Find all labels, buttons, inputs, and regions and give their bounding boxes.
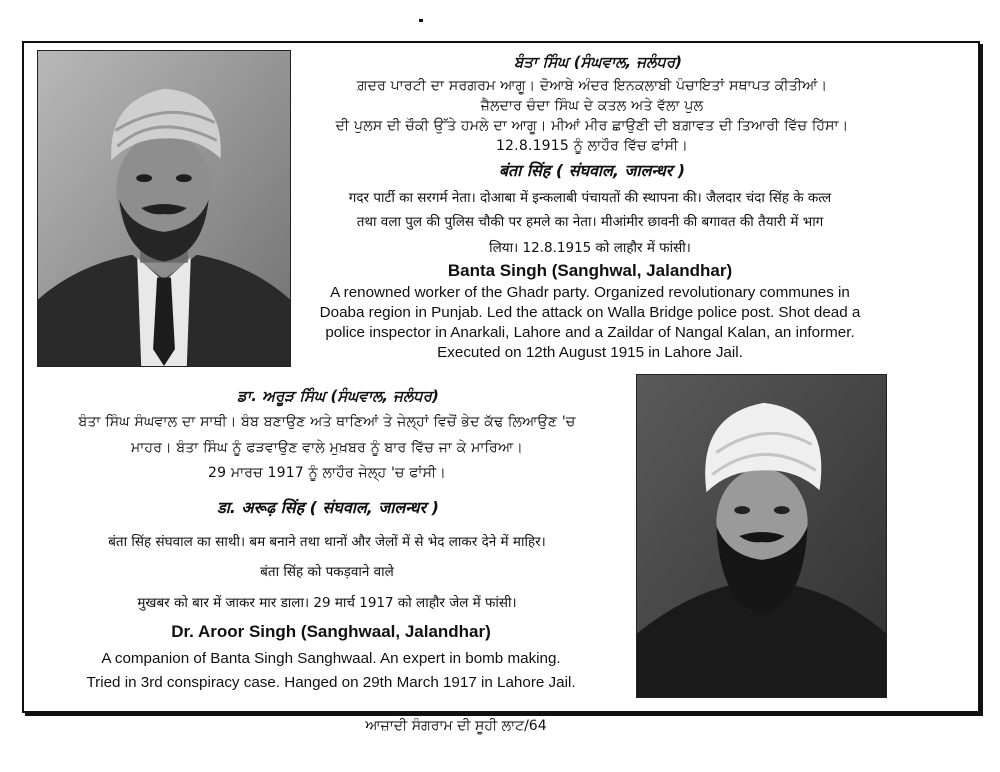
banta-punjabi-line-2: ਜ਼ੈਲਦਾਰ ਚੰਦਾ ਸਿੰਘ ਦੇ ਕਤਲ ਅਤੇ ਵੱਲਾ ਪੁਲ — [480, 98, 704, 114]
page-footer — [365, 718, 546, 734]
page-number: /64 — [524, 718, 547, 734]
banta-english-line-1: A renowned worker of the Ghadr party. Organized revolutionary communes in — [330, 284, 850, 301]
page-mark — [419, 19, 423, 22]
banta-hindi-line-1: गदर पार्टी का सरगर्म नेता। दोआबा में इन्कलाबी पंचायतों की स्थापना की। जैलदार चंदा सिंह के कत्ल — [348, 190, 832, 206]
aroor-hindi-line-2: बंता सिंह को पकड़वाने वाले — [260, 564, 394, 580]
aroor-english-line-2: Tried in 3rd conspiracy case. Hanged on 29th March 1917 in Lahore Jail. — [86, 674, 576, 691]
banta-singh-photo — [37, 50, 291, 367]
banta-punjabi-line-4: 12.8.1915 ਨੂੰ ਲਾਹੌਰ ਵਿੱਚ ਫਾਂਸੀ। — [495, 138, 689, 154]
banta-english-line-3: police inspector in Anarkali, Lahore and a Zaildar of Nangal Kalan, an informer. — [325, 324, 855, 341]
aroor-punjabi-line-3: 29 ਮਾਰਚ 1917 ਨੂੰ ਲਾਹੌਰ ਜੇਲ੍ਹ 'ਚ ਫਾਂਸੀ। — [208, 465, 446, 481]
aroor-punjabi-line-2: ਮਾਹਰ। ਬੰਤਾ ਸਿੰਘ ਨੂੰ ਫੜਵਾਉਣ ਵਾਲੇ ਮੁਖ਼ਬਰ ਨੂੰ ਬਾਰ ਵਿੱਚ ਜਾ ਕੇ ਮਾਰਿਆ। — [130, 440, 524, 456]
banta-hindi-title: बंता सिंह ( संघवाल, जालन्धर ) — [498, 161, 686, 180]
aroor-singh-photo — [636, 374, 887, 698]
banta-english-line-4: Executed on 12th August 1915 in Lahore Jail. — [437, 344, 743, 361]
aroor-hindi-line-3: मुखबर को बार में जाकर मार डाला। 29 मार्च 1917 को लाहौर जेल में फांसी। — [137, 595, 517, 611]
aroor-punjabi-line-1: ਬੰਤਾ ਸਿੰਘ ਸੰਘਵਾਲ ਦਾ ਸਾਥੀ। ਬੰਬ ਬਣਾਉਣ ਅਤੇ ਥਾਣਿਆਂ ਤੇ ਜੇਲ੍ਹਾਂ ਵਿਚੋਂ ਭੇਦ ਕੱਢ ਲਿਆਉਣ 'ਚ — [78, 414, 576, 430]
banta-punjabi-line-3: ਦੀ ਪੁਲਸ ਦੀ ਚੌਕੀ ਉੱਤੇ ਹਮਲੇ ਦਾ ਆਗੂ। ਮੀਆਂ ਮੀਰ ਛਾਉਣੀ ਦੀ ਬਗ਼ਾਵਤ ਦੀ ਤਿਆਰੀ ਵਿੱਚ ਹਿੱਸਾ। — [335, 118, 849, 134]
banta-punjabi-line-1: ਗ਼ਦਰ ਪਾਰਟੀ ਦਾ ਸਰਗਰਮ ਆਗੂ। ਦੋਆਬੇ ਅੰਦਰ ਇਨਕਲਾਬੀ ਪੰਚਾਇਤਾਂ ਸਥਾਪਤ ਕੀਤੀਆਂ। — [356, 78, 828, 94]
aroor-english-line-1: A companion of Banta Singh Sanghwaal. An expert in bomb making. — [101, 650, 561, 667]
banta-hindi-line-2: तथा वला पुल की पुलिस चौकी पर हमले का नेता। मीआंमीर छावनी की बगावत की तैयारी में भाग — [356, 214, 824, 230]
banta-english-title: Banta Singh (Sanghwal, Jalandhar) — [447, 261, 733, 280]
banta-punjabi-title: ਬੰਤਾ ਸਿੰਘ (ਸੰਘਵਾਲ, ਜਲੰਧਰ) — [514, 53, 682, 71]
aroor-english-title: Dr. Aroor Singh (Sanghwaal, Jalandhar) — [171, 622, 491, 641]
footer-title: ਆਜ਼ਾਦੀ ਸੰਗਰਾਮ ਦੀ ਸੂਹੀ ਲਾਟ — [365, 718, 525, 734]
aroor-hindi-title: डा. अरूढ़ सिंह ( संघवाल, जालन्धर ) — [217, 498, 439, 517]
aroor-hindi-line-1: बंता सिंह संघवाल का साथी। बम बनाने तथा थानों और जेलों में से भेद लाकर देने में माहिर। — [108, 534, 546, 550]
aroor-punjabi-title: ਡਾ. ਅਰੂੜ ਸਿੰਘ (ਸੰਘਵਾਲ, ਜਲੰਧਰ) — [237, 387, 439, 405]
banta-hindi-line-3: लिया। 12.8.1915 को लाहौर में फांसी। — [489, 240, 691, 256]
banta-english-line-2: Doaba region in Punjab. Led the attack on Walla Bridge police post. Shot dead a — [319, 304, 861, 321]
